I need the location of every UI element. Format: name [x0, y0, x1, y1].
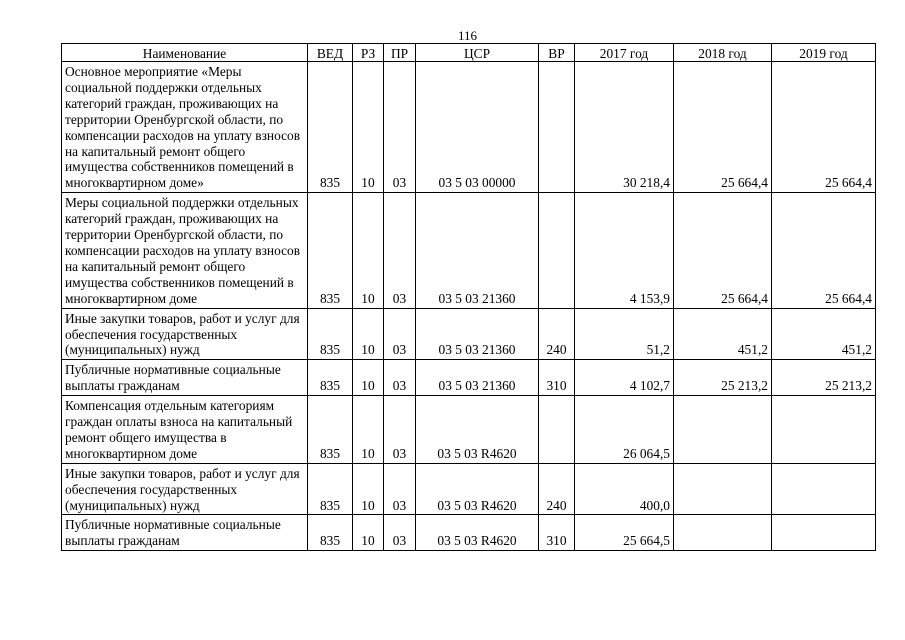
cell-pr: 03 [384, 62, 416, 193]
cell-name: Публичные нормативные социальные выплаты гражданам [62, 360, 308, 396]
header-name: Наименование [62, 44, 308, 62]
cell-csr: 03 5 03 00000 [416, 62, 539, 193]
budget-table [61, 43, 876, 551]
cell-name: Иные закупки товаров, работ и услуг для обеспечения государственных (муниципальных) нужд [62, 463, 308, 515]
cell-pr: 03 [384, 515, 416, 551]
cell-name: Меры социальной поддержки отдельных категорий граждан, проживающих на территории Оренбургской области, по компенсации расходов на уплату взносов на капитальный ремонт общего имущества собственников помещений в многоквартирном доме [62, 193, 308, 308]
table-row [62, 463, 876, 515]
cell-2019: 25 664,4 [772, 62, 876, 193]
cell-2019 [772, 396, 876, 464]
cell-2019: 451,2 [772, 308, 876, 360]
cell-rz: 10 [353, 396, 384, 464]
cell-2017: 26 064,5 [575, 396, 674, 464]
cell-2019: 25 664,4 [772, 193, 876, 308]
cell-vr: 240 [539, 308, 575, 360]
table-row [62, 193, 876, 308]
cell-2018: 25 664,4 [674, 193, 772, 308]
cell-rz: 10 [353, 360, 384, 396]
cell-rz: 10 [353, 308, 384, 360]
cell-pr: 03 [384, 360, 416, 396]
header-2019: 2019 год [772, 44, 876, 62]
cell-2017: 51,2 [575, 308, 674, 360]
cell-rz: 10 [353, 62, 384, 193]
cell-name: Основное мероприятие «Меры социальной поддержки отдельных категорий граждан, проживающих на территории Оренбургской области, по компенсации расходов на уплату взносов на капитальный ремонт общего имущества собственников помещений в многоквартирном доме» [62, 62, 308, 193]
cell-2017: 25 664,5 [575, 515, 674, 551]
cell-pr: 03 [384, 463, 416, 515]
cell-pr: 03 [384, 396, 416, 464]
cell-vr: 310 [539, 515, 575, 551]
cell-csr: 03 5 03 R4620 [416, 396, 539, 464]
header-vr: ВР [539, 44, 575, 62]
cell-name: Компенсация отдельным категориям граждан оплаты взноса на капитальный ремонт общего имущества в многоквартирном доме [62, 396, 308, 464]
cell-ved: 835 [308, 515, 353, 551]
header-ved: ВЕД [308, 44, 353, 62]
cell-name: Иные закупки товаров, работ и услуг для обеспечения государственных (муниципальных) нужд [62, 308, 308, 360]
cell-name: Публичные нормативные социальные выплаты гражданам [62, 515, 308, 551]
cell-pr: 03 [384, 308, 416, 360]
table-row [62, 515, 876, 551]
table-row [62, 308, 876, 360]
cell-pr: 03 [384, 193, 416, 308]
header-2018: 2018 год [674, 44, 772, 62]
cell-rz: 10 [353, 515, 384, 551]
cell-csr: 03 5 03 R4620 [416, 463, 539, 515]
cell-2018: 25 664,4 [674, 62, 772, 193]
cell-2017: 4 102,7 [575, 360, 674, 396]
cell-2017: 30 218,4 [575, 62, 674, 193]
cell-vr [539, 396, 575, 464]
cell-rz: 10 [353, 193, 384, 308]
cell-ved: 835 [308, 360, 353, 396]
table-header-row [62, 44, 876, 62]
header-2017: 2017 год [575, 44, 674, 62]
cell-2018 [674, 463, 772, 515]
cell-csr: 03 5 03 21360 [416, 360, 539, 396]
cell-ved: 835 [308, 308, 353, 360]
cell-ved: 835 [308, 193, 353, 308]
table-row [62, 62, 876, 193]
cell-csr: 03 5 03 21360 [416, 193, 539, 308]
header-rz: РЗ [353, 44, 384, 62]
cell-2018 [674, 515, 772, 551]
cell-2017: 4 153,9 [575, 193, 674, 308]
cell-rz: 10 [353, 463, 384, 515]
cell-2018 [674, 396, 772, 464]
cell-2019 [772, 515, 876, 551]
table-row [62, 360, 876, 396]
cell-vr: 310 [539, 360, 575, 396]
cell-vr: 240 [539, 463, 575, 515]
cell-2017: 400,0 [575, 463, 674, 515]
cell-csr: 03 5 03 21360 [416, 308, 539, 360]
cell-2019: 25 213,2 [772, 360, 876, 396]
header-pr: ПР [384, 44, 416, 62]
cell-ved: 835 [308, 396, 353, 464]
cell-vr [539, 193, 575, 308]
cell-2019 [772, 463, 876, 515]
table-row [62, 396, 876, 464]
header-csr: ЦСР [416, 44, 539, 62]
cell-vr [539, 62, 575, 193]
cell-2018: 25 213,2 [674, 360, 772, 396]
cell-ved: 835 [308, 62, 353, 193]
cell-csr: 03 5 03 R4620 [416, 515, 539, 551]
page-number: 116 [457, 28, 478, 43]
cell-2018: 451,2 [674, 308, 772, 360]
cell-ved: 835 [308, 463, 353, 515]
